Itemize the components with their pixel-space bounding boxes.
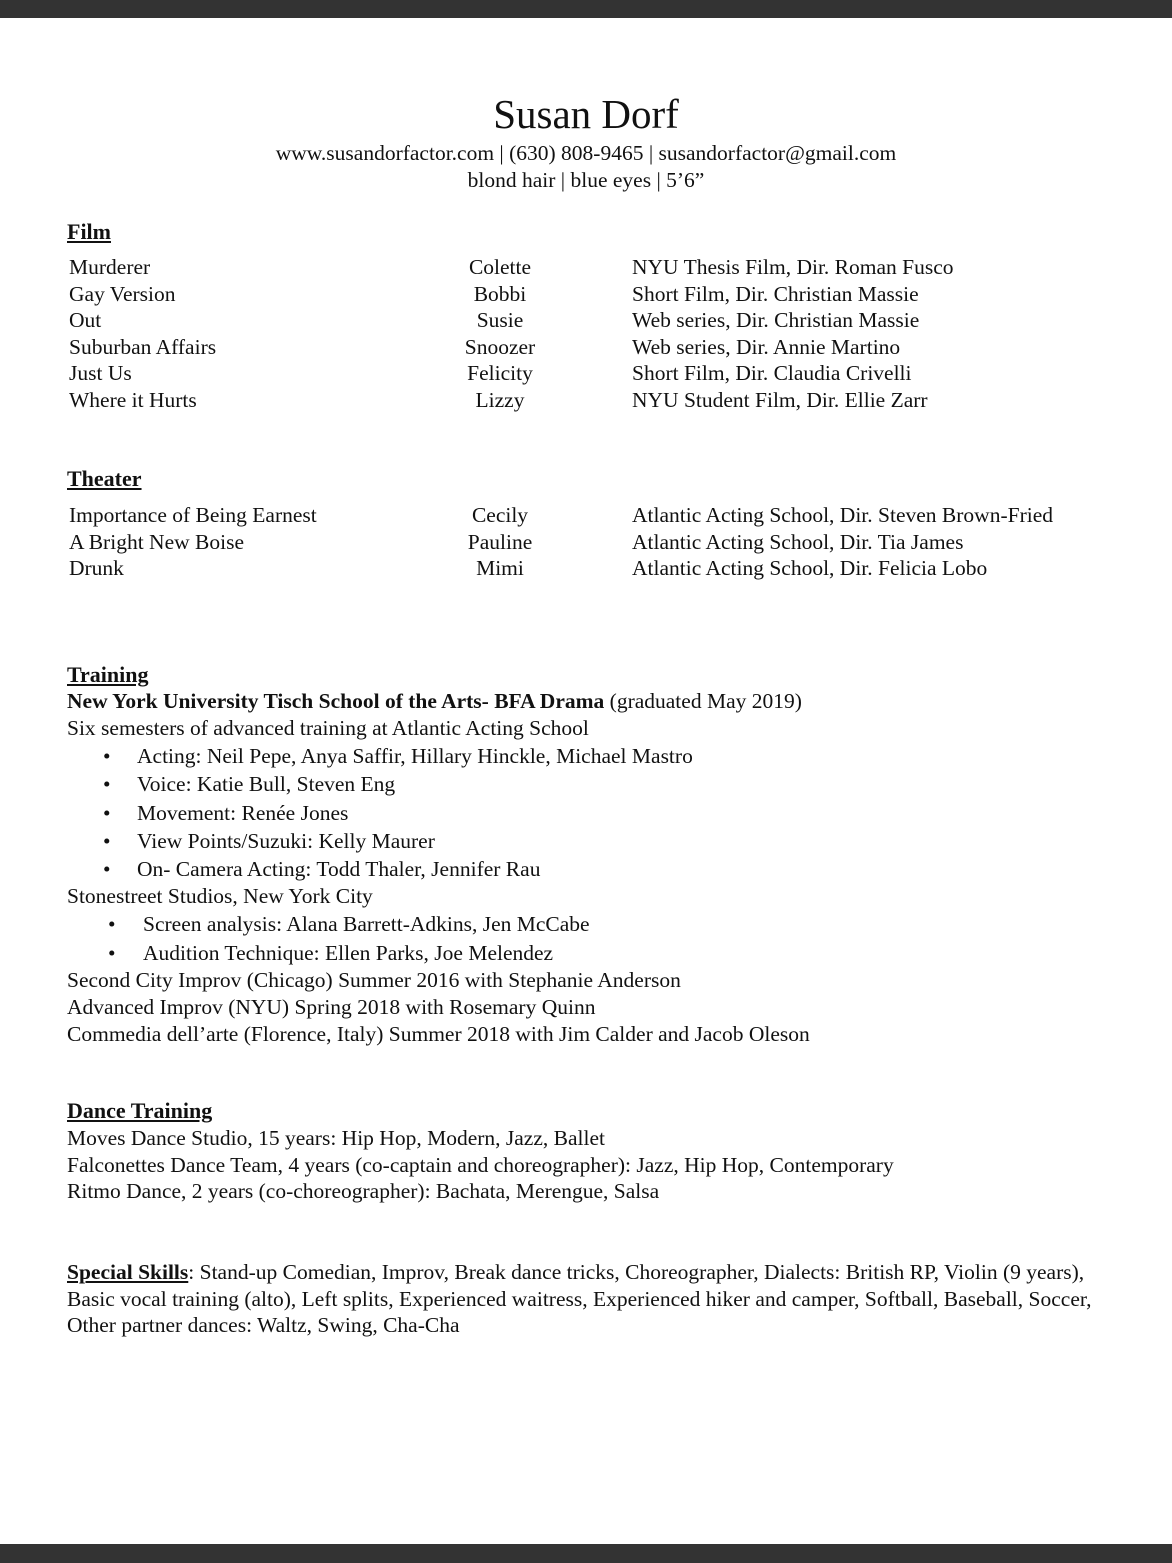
- actor-name: Susan Dorf: [493, 91, 679, 137]
- credit-role: Felicity: [467, 361, 533, 385]
- theater-heading: Theater: [67, 466, 142, 491]
- credit-title: Out: [69, 308, 102, 332]
- list-item-text: Audition Technique: Ellen Parks, Joe Melendez: [143, 940, 554, 965]
- school-note: (graduated May 2019): [604, 689, 802, 713]
- credit-row: [0, 334, 1172, 361]
- physical-stats: blond hair | blue eyes | 5’6”: [467, 168, 705, 192]
- credit-detail: NYU Thesis Film, Dir. Roman Fusco: [632, 255, 954, 279]
- list-item-text: Voice: Katie Bull, Steven Eng: [137, 772, 396, 797]
- stonestreet-line: Stonestreet Studios, New York City: [67, 884, 373, 909]
- credit-title: Drunk: [69, 556, 124, 580]
- list-item: [67, 799, 1127, 827]
- bullet-icon: •: [103, 744, 111, 768]
- credit-title: Importance of Being Earnest: [69, 503, 317, 527]
- list-item: [67, 855, 1127, 883]
- atlantic-list: [67, 742, 1127, 883]
- training-extra-line: Commedia dell’arte (Florence, Italy) Summer 2018 with Jim Calder and Jacob Oleson: [67, 1022, 810, 1047]
- credit-row: [0, 281, 1172, 308]
- credit-role: Lizzy: [475, 387, 525, 412]
- credit-row: [0, 307, 1172, 334]
- top-bar: [0, 0, 1172, 18]
- bullet-icon: •: [103, 772, 111, 797]
- credit-title: Where it Hurts: [69, 387, 197, 412]
- credit-detail: NYU Student Film, Dir. Ellie Zarr: [632, 387, 928, 412]
- dance-line: Ritmo Dance, 2 years (co-choreographer): Bachata, Merengue, Salsa: [67, 1179, 660, 1203]
- dance-heading: Dance Training: [67, 1098, 213, 1123]
- stonestreet-list: [67, 910, 1127, 967]
- credit-detail: Atlantic Acting School, Dir. Tia James: [632, 529, 964, 554]
- contact-info: www.susandorfactor.com | (630) 808-9465 | susandorfactor@gmail.com: [275, 141, 897, 165]
- dance-line: Moves Dance Studio, 15 years: Hip Hop, Modern, Jazz, Ballet: [67, 1126, 605, 1150]
- list-item: [67, 827, 1127, 855]
- resume-header: [0, 88, 1172, 194]
- theater-credits: [0, 502, 1172, 582]
- credit-row: [0, 387, 1172, 414]
- list-item-text: On- Camera Acting: Todd Thaler, Jennifer Rau: [137, 857, 541, 882]
- credit-role: Cecily: [471, 503, 529, 527]
- training-school-line: [67, 688, 1127, 715]
- skills-label: Special Skills: [67, 1260, 189, 1284]
- special-skills: [67, 1259, 1112, 1339]
- bullet-icon: •: [103, 800, 111, 825]
- list-item-text: Screen analysis: Alana Barrett-Adkins, Jen McCabe: [143, 912, 590, 937]
- bullet-icon: •: [108, 912, 116, 937]
- bullet-icon: •: [103, 857, 111, 882]
- credit-title: Suburban Affairs: [69, 334, 217, 359]
- film-credits: [0, 254, 1172, 413]
- credit-row: [0, 360, 1172, 387]
- credit-detail: Web series, Dir. Annie Martino: [632, 334, 901, 359]
- credit-role: Snoozer: [464, 334, 536, 359]
- bullet-icon: •: [108, 940, 116, 965]
- list-item-text: Acting: Neil Pepe, Anya Saffir, Hillary Hinckle, Michael Mastro: [137, 744, 693, 768]
- credit-detail: Atlantic Acting School, Dir. Steven Brown-Fried: [632, 503, 1053, 527]
- bullet-icon: •: [103, 828, 111, 853]
- credit-role: Bobbi: [473, 281, 527, 306]
- credit-row: [0, 529, 1172, 556]
- list-item: [67, 939, 1127, 967]
- dance-section: [67, 1125, 894, 1205]
- credit-role: Pauline: [467, 529, 533, 554]
- credit-title: A Bright New Boise: [69, 529, 244, 554]
- atlantic-line: Six semesters of advanced training at Atlantic Acting School: [67, 716, 589, 740]
- training-section: [67, 688, 1127, 1048]
- film-heading: Film: [67, 219, 111, 244]
- credit-row: [0, 555, 1172, 582]
- training-extra-line: Advanced Improv (NYU) Spring 2018 with Rosemary Quinn: [67, 995, 596, 1020]
- list-item: [67, 742, 1127, 770]
- school-name: New York University Tisch School of the Arts- BFA Drama: [67, 689, 605, 713]
- credit-title: Just Us: [69, 361, 132, 385]
- list-item: [67, 770, 1127, 798]
- dance-line: Falconettes Dance Team, 4 years (co-captain and choreographer): Jazz, Hip Hop, Contemporary: [67, 1152, 894, 1177]
- credit-detail: Short Film, Dir. Christian Massie: [632, 281, 919, 306]
- credit-role: Colette: [468, 255, 532, 279]
- skills-text: : Stand-up Comedian, Improv, Break dance tricks, Choreographer, Dialects: British RP, Violin (9 years), Basic vocal training (alto), Left splits, Experienced waitress, Experienced hiker and camper, Softball, Baseball, Soccer, Other partner dances: Waltz, Swing, Cha-Cha: [67, 1260, 1092, 1337]
- bottom-bar: [0, 1544, 1172, 1563]
- list-item: [67, 910, 1127, 938]
- training-extra-line: Second City Improv (Chicago) Summer 2016 with Stephanie Anderson: [67, 968, 681, 993]
- credit-detail: Web series, Dir. Christian Massie: [632, 308, 920, 332]
- credit-role: Susie: [476, 308, 524, 332]
- training-heading: Training: [67, 662, 149, 687]
- credit-detail: Short Film, Dir. Claudia Crivelli: [632, 361, 912, 385]
- list-item-text: Movement: Renée Jones: [137, 800, 349, 825]
- credit-title: Gay Version: [69, 281, 176, 306]
- credit-role: Mimi: [476, 556, 524, 580]
- list-item-text: View Points/Suzuki: Kelly Maurer: [137, 828, 435, 853]
- credit-title: Murderer: [69, 255, 151, 279]
- credit-row: [0, 254, 1172, 281]
- credit-detail: Atlantic Acting School, Dir. Felicia Lobo: [632, 556, 988, 580]
- credit-row: [0, 502, 1172, 529]
